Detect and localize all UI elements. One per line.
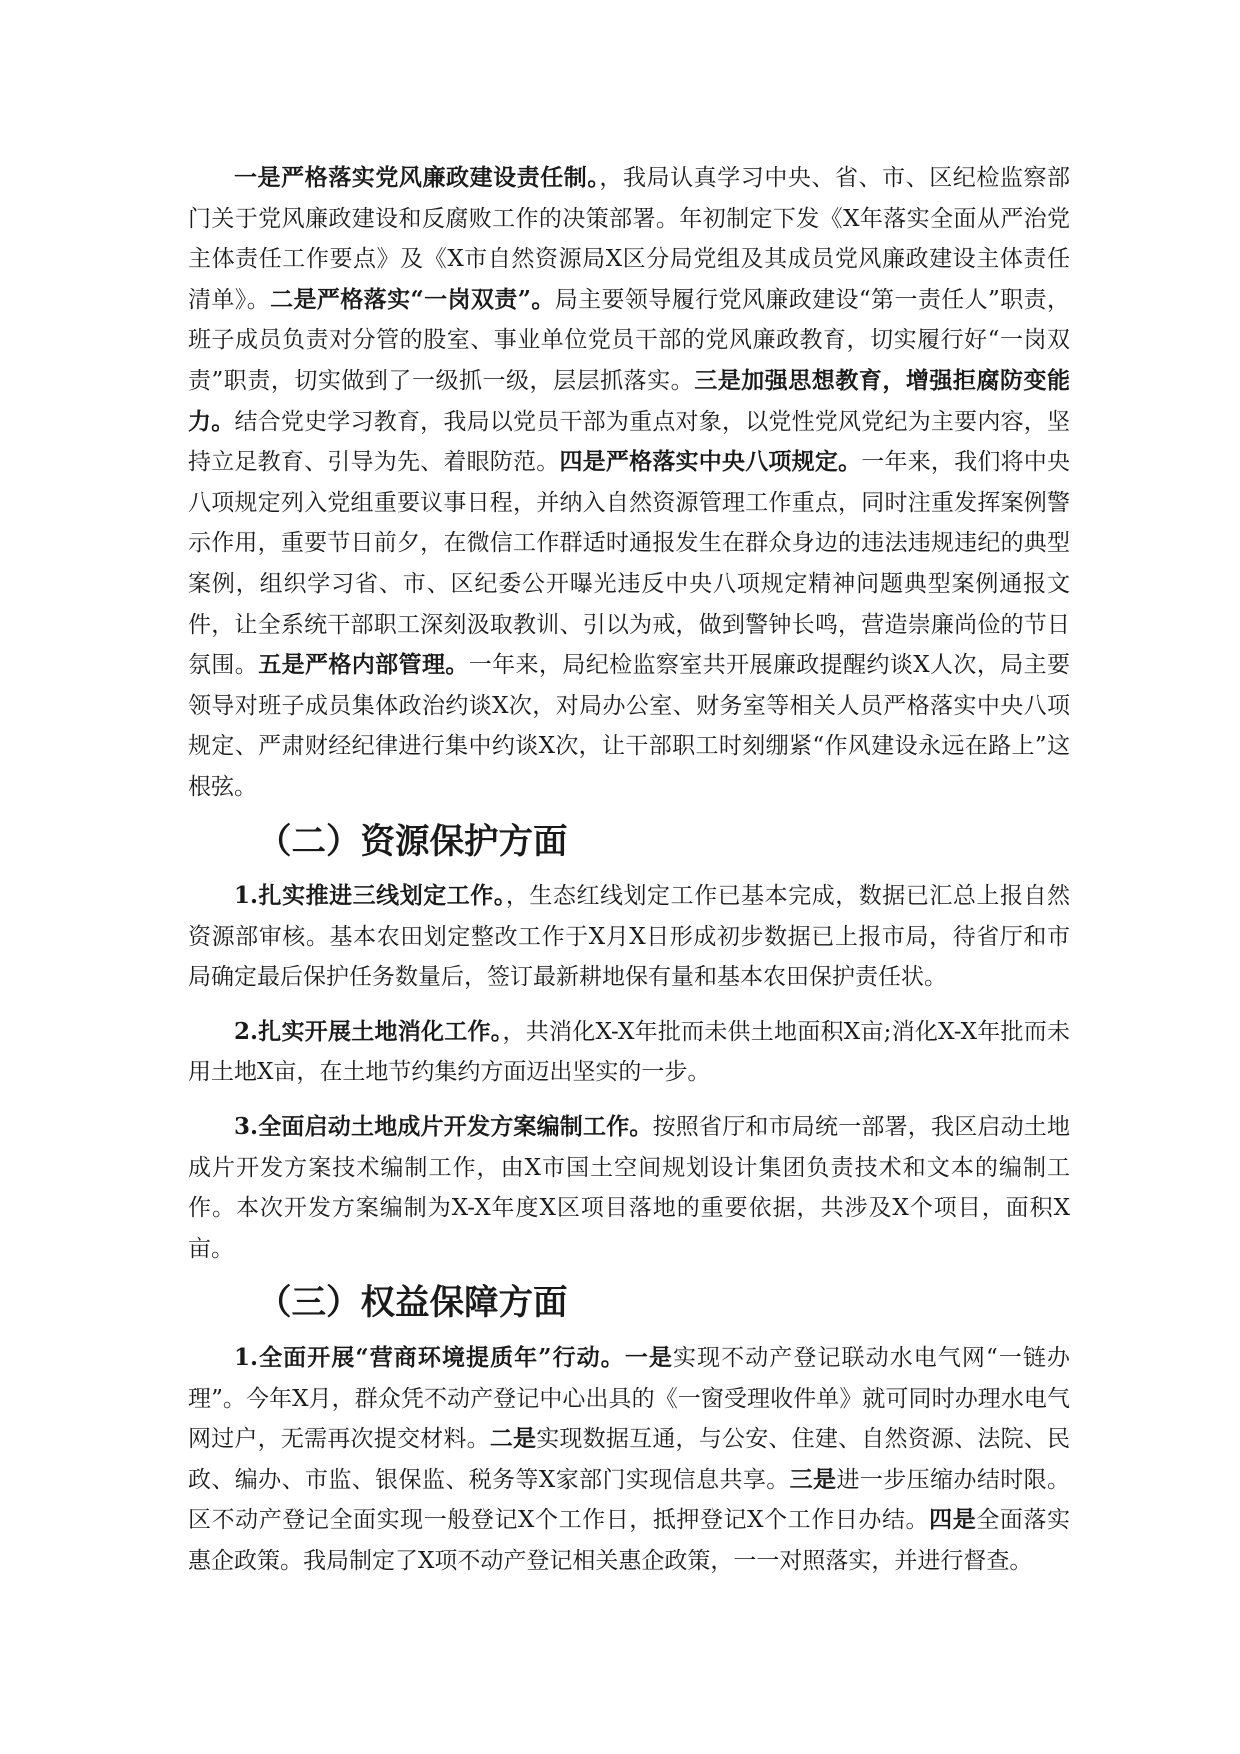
bold-lead-text: 2.扎实开展土地消化工作。 bbox=[234, 1017, 503, 1045]
body-text: 全面落实惠企政策。我局制定了X项不动产登记相关惠企政策，一一对照落实，并进行督查。 bbox=[188, 1507, 1071, 1574]
body-text: 进一步压缩办结时限。区不动产登记全面实现一般登记X个工作日，抵押登记X个工作日办结。 bbox=[188, 1466, 1071, 1534]
body-text: 实现数据互通，与公安、住建、自然资源、法院、民政、编办、市监、银保监、税务等X家部门实现信息共享。 bbox=[188, 1426, 1071, 1493]
bold-lead-text: 二是严格落实“一岗双责”。 bbox=[270, 285, 555, 313]
bold-lead-text: 四是严格落实中央八项规定。 bbox=[559, 448, 862, 476]
bold-lead-text: 五是严格内部管理。 bbox=[258, 651, 469, 679]
paragraph-party-conduct bbox=[188, 158, 1070, 808]
bold-lead-text: 一是 bbox=[624, 1344, 673, 1372]
bold-lead-text: 一是严格落实党风廉政建设责任制。 bbox=[234, 164, 600, 191]
body-text: 局主要领导履行党风廉政建设“第一责任人”职责，班子成员负责对分管的股室、事业单位党员干部的党风廉政教育，切实履行好“一岗双责”职责，切实做到了一级抓一级，层层抓落实。 bbox=[188, 286, 1070, 394]
bold-lead-text: 3.全面启动土地成片开发方案编制工作。 bbox=[234, 1113, 653, 1141]
section-heading-resource-protection: （二）资源保护方面 bbox=[257, 821, 568, 862]
body-text: ，生态红线划定工作已基本完成，数据已汇总上报自然资源部审核。基本农田划定整改工作于X月X日形成初步数据已上报市局，待省厅和市局确定最后保护任务数量后，签订最新耕地保有量和基本农田保护责任状。 bbox=[188, 883, 1071, 991]
bold-lead-text: 四是 bbox=[929, 1506, 977, 1534]
body-text: 实现不动产登记联动水电气网“一链办理”。今年X月，群众凭不动产登记中心出具的《一窗受理收件单》就可同时办理水电气网过户，无需再次提交材料。 bbox=[188, 1345, 1070, 1453]
paragraph-business-environment bbox=[188, 1338, 1070, 1582]
body-text: ，我局认真学习中央、省、市、区纪检监察部门关于党风廉政建设和反腐败工作的决策部署。年初制定下发《X年落实全面从严治党主体责任工作要点》及《X市自然资源局X区分局党组及其成员党风廉政建设主体责任清单》。 bbox=[188, 165, 1071, 313]
document-page bbox=[188, 158, 1070, 1582]
bold-lead-text: 1.全面开展“营商环境提质年”行动。 bbox=[234, 1344, 625, 1372]
section-heading-rights-protection: （三）权益保障方面 bbox=[257, 1283, 568, 1324]
body-text: 一年来，我们将中央八项规定列入党组重要议事日程，并纳入自然资源管理工作重点，同时注重发挥案例警示作用，重要节日前夕，在微信工作群适时通报发生在群众身边的违法违规违纪的典型案例，组织学习省、市、区纪委公开曝光违反中央八项规定精神问题典型案例通报文件，让全系统干部职工深刻汲取教训、引以为戒，做到警钟长鸣，营造崇廉尚俭的节日氛围。 bbox=[188, 449, 1071, 679]
bold-lead-text: 二是 bbox=[489, 1425, 537, 1453]
bold-lead-text: 三是加强思想教育，增强拒腐防变能力。 bbox=[188, 366, 1071, 435]
body-text: 结合党史学习教育，我局以党员干部为重点对象，以党性党风党纪为主要内容，坚持立足教育、引导为先、着眼防范。 bbox=[188, 408, 1071, 476]
paragraph-land-development-plan bbox=[188, 1107, 1070, 1269]
paragraph-land-digestion bbox=[188, 1012, 1070, 1093]
bold-lead-text: 1.扎实推进三线划定工作。 bbox=[234, 882, 506, 910]
body-text: 一年来，局纪检监察室共开展廉政提醒约谈X人次，局主要领导对班子成员集体政治约谈X次，对局办公室、财务室等相关人员严格落实中央八项规定、严肃财经纪律进行集中约谈X次，让干部职工时刻绷紧“作风建设永远在路上”这根弦。 bbox=[188, 652, 1071, 800]
bold-lead-text: 三是 bbox=[789, 1465, 837, 1493]
body-text: ，共消化X-X年批而未供土地面积X亩;消化X-X年批而未用土地X亩，在土地节约集约方面迈出坚实的一步。 bbox=[188, 1018, 1070, 1086]
paragraph-three-lines bbox=[188, 876, 1070, 998]
body-text: 按照省厅和市局统一部署，我区启动土地成片开发方案技术编制工作，由X市国土空间规划设计集团负责技术和文本的编制工作。本次开发方案编制为X-X年度X区项目落地的重要依据，共涉及X个项目，面积X亩。 bbox=[188, 1114, 1071, 1262]
